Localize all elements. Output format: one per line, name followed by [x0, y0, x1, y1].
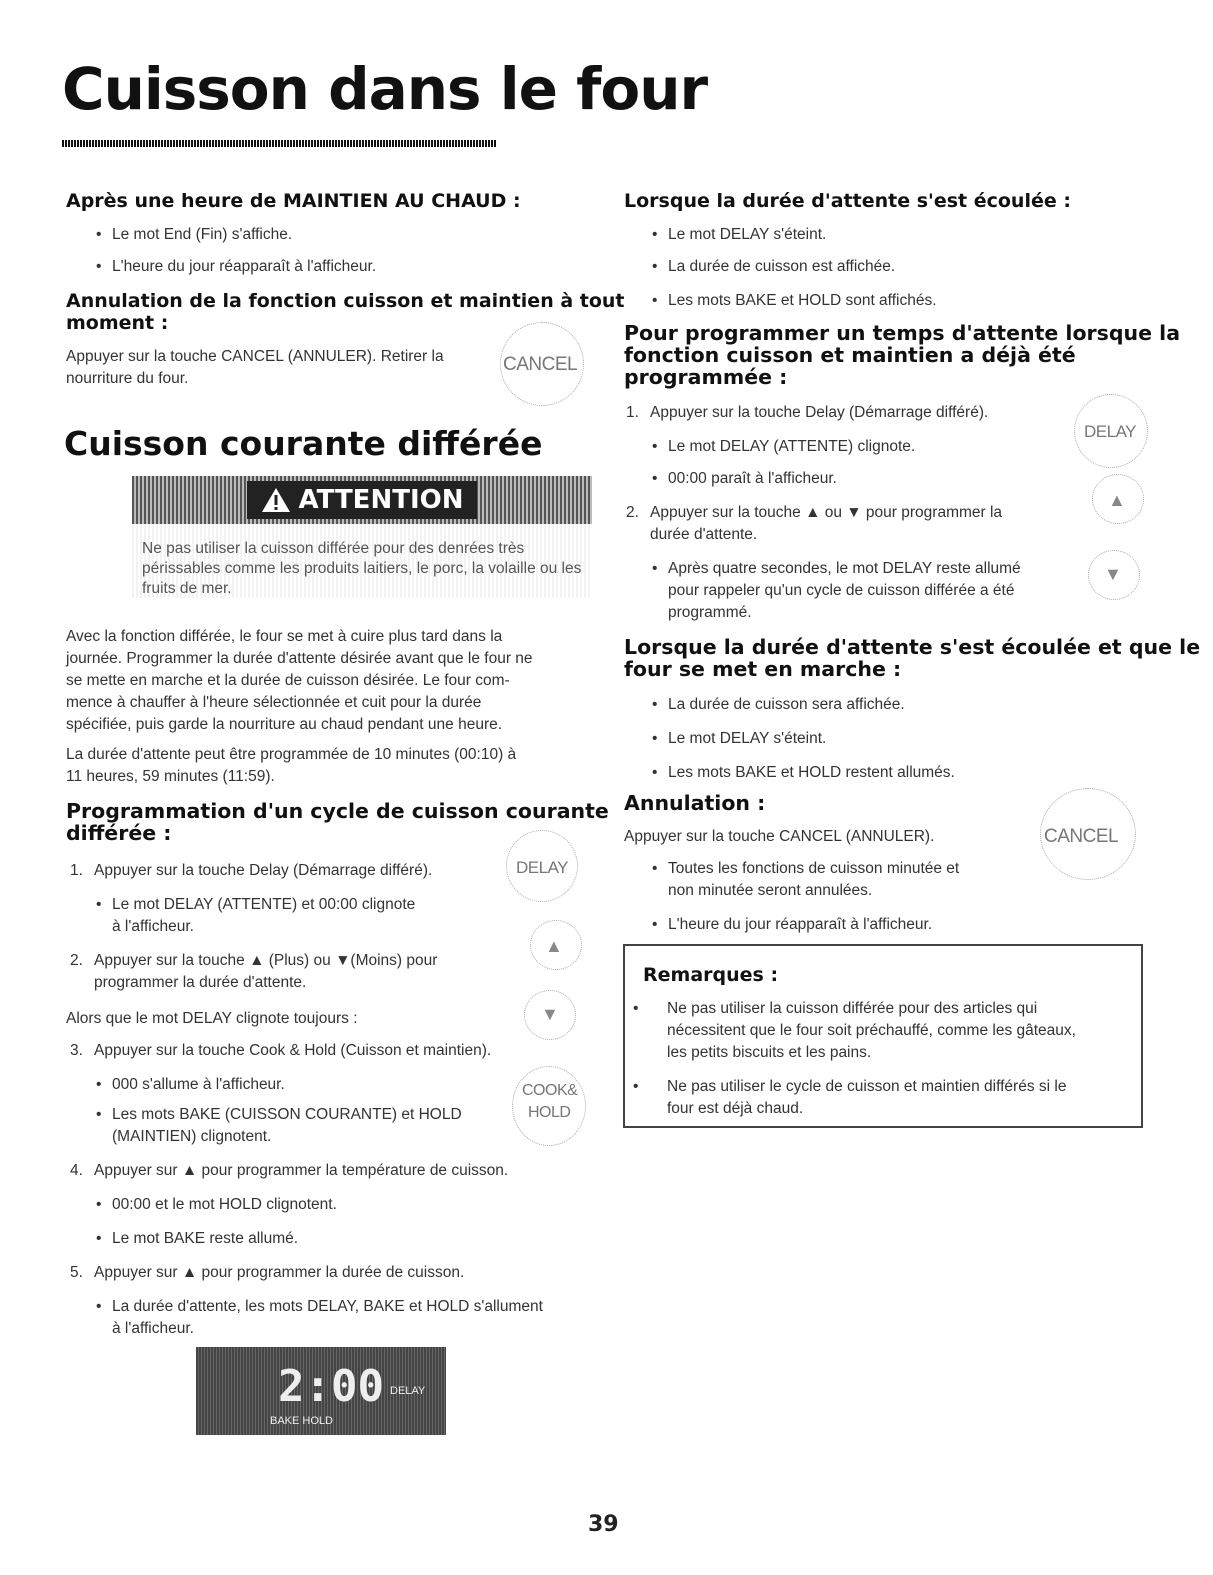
attention-label: ATTENTION: [247, 481, 478, 519]
list-item: • 00:00 et le mot HOLD clignotent.: [96, 1196, 337, 1213]
range-line: La durée d'attente peut être programmée de 10 minutes (00:10) à: [66, 746, 517, 763]
cancel-heading: Annulation de la fonction cuisson et maintien à tout: [66, 290, 625, 312]
cancel-key[interactable]: CANCEL: [503, 354, 578, 375]
delay-key[interactable]: DELAY: [516, 858, 568, 877]
r-step-1: 1. Appuyer sur la touche Delay (Démarrage différé).: [626, 404, 989, 421]
annulation-heading: Annulation :: [624, 791, 766, 815]
remarks-title: Remarques :: [643, 964, 779, 986]
programming-heading-cont: différée :: [66, 821, 172, 845]
remarks-box: [623, 944, 1143, 1128]
attention-box: [132, 524, 592, 598]
display-time: 2:00: [278, 1361, 384, 1412]
intro-line: mence à chauffer à l'heure sélectionnée et cuit pour la durée: [66, 694, 482, 711]
up-arrow-icon[interactable]: ▲: [545, 936, 563, 956]
list-item: • La durée d'attente, les mots DELAY, BAKE et HOLD s'allument: [96, 1298, 543, 1315]
display-delay-label: DELAY: [390, 1385, 426, 1397]
list-item: • La durée de cuisson est affichée.: [652, 258, 896, 275]
attention-line: Ne pas utiliser la cuisson différée pour des denrées très: [142, 540, 525, 557]
delay-key[interactable]: DELAY: [1084, 422, 1136, 441]
list-item: • La durée de cuisson sera affichée.: [652, 696, 905, 713]
list-item-cont: (MAINTIEN) clignotent.: [112, 1128, 272, 1145]
page-title: Cuisson dans le four: [62, 55, 708, 123]
range-line: 11 heures, 59 minutes (11:59).: [66, 768, 275, 785]
remark-item: • Ne pas utiliser la cuisson différée pour des articles qui: [633, 1000, 1038, 1017]
section-title: Cuisson courante différée: [64, 424, 543, 463]
start-heading-cont: four se met en marche :: [624, 657, 902, 681]
step-2-note: Alors que le mot DELAY clignote toujours :: [66, 1010, 358, 1027]
list-item: • Le mot BAKE reste allumé.: [96, 1230, 299, 1247]
cancel-text: Appuyer sur la touche CANCEL (ANNULER). Retirer la: [66, 348, 444, 365]
list-item: • Les mots BAKE et HOLD restent allumés.: [652, 764, 955, 781]
cookhold-key-line1[interactable]: COOK&: [522, 1082, 578, 1099]
intro-line: journée. Programmer la durée d'attente désirée avant que le four ne: [66, 650, 533, 667]
list-item: • Le mot End (Fin) s'affiche.: [96, 226, 293, 243]
attention-line: fruits de mer.: [142, 580, 232, 597]
intro-line: Avec la fonction différée, le four se met à cuire plus tard dans la: [66, 628, 503, 645]
warning-icon: [261, 487, 291, 513]
list-item: • L'heure du jour réapparaît à l'afficheur.: [652, 916, 933, 933]
cookhold-key-line2[interactable]: HOLD: [528, 1104, 571, 1121]
list-item: • Le mot DELAY (ATTENTE) clignote.: [652, 438, 916, 455]
cancel-text-cont: nourriture du four.: [66, 370, 189, 387]
list-item-cont: programmé.: [668, 604, 752, 621]
start-heading: Lorsque la durée d'attente s'est écoulée et que le: [624, 635, 1201, 659]
list-item: • 000 s'allume à l'afficheur.: [96, 1076, 285, 1093]
step-3: 3. Appuyer sur la touche Cook & Hold (Cuisson et maintien).: [70, 1042, 492, 1059]
down-arrow-icon[interactable]: ▼: [541, 1004, 559, 1024]
attention-line: périssables comme les produits laitiers, le porc, la volaille ou les: [142, 560, 582, 577]
after-hold-heading: Après une heure de MAINTIEN AU CHAUD :: [66, 190, 521, 212]
cancel-heading-cont: moment :: [66, 312, 169, 334]
annulation-text: Appuyer sur la touche CANCEL (ANNULER).: [624, 828, 935, 845]
list-item: • Toutes les fonctions de cuisson minutée et: [652, 860, 960, 877]
down-arrow-icon[interactable]: ▼: [1104, 564, 1122, 584]
step-2: 2. Appuyer sur la touche ▲ (Plus) ou ▼(Moins) pour: [70, 952, 438, 969]
title-underline: [62, 140, 497, 147]
list-item: • Le mot DELAY s'éteint.: [652, 730, 827, 747]
r-step-2-cont: durée d'attente.: [650, 526, 758, 543]
list-item: • Les mots BAKE (CUISSON COURANTE) et HOLD: [96, 1106, 462, 1123]
remark-item: • Ne pas utiliser le cycle de cuisson et maintien différés si le: [633, 1078, 1067, 1095]
remark-item-cont: four est déjà chaud.: [667, 1100, 804, 1117]
list-item: • Le mot DELAY (ATTENTE) et 00:00 clignote: [96, 896, 416, 913]
list-item: • L'heure du jour réapparaît à l'afficheur.: [96, 258, 377, 275]
list-item-cont: non minutée seront annulées.: [668, 882, 873, 899]
step-4: 4. Appuyer sur ▲ pour programmer la température de cuisson.: [70, 1162, 509, 1179]
prog2-heading-cont: fonction cuisson et maintien a déjà été: [624, 343, 1076, 367]
prog2-heading: Pour programmer un temps d'attente lorsque la: [624, 321, 1181, 345]
display-bakehold-label: BAKE HOLD: [270, 1415, 333, 1427]
step-1: 1. Appuyer sur la touche Delay (Démarrage différé).: [70, 862, 433, 879]
list-item-cont: pour rappeler qu'un cycle de cuisson différée a été: [668, 582, 1015, 599]
remark-item-cont: les petits biscuits et les pains.: [667, 1044, 872, 1061]
list-item-cont: à l'afficheur.: [112, 1320, 194, 1337]
elapsed-heading: Lorsque la durée d'attente s'est écoulée :: [624, 190, 1071, 212]
attention-banner: [132, 476, 592, 524]
step-5: 5. Appuyer sur ▲ pour programmer la durée de cuisson.: [70, 1264, 465, 1281]
programming-heading: Programmation d'un cycle de cuisson courante: [66, 799, 609, 823]
list-item: • Après quatre secondes, le mot DELAY reste allumé: [652, 560, 1021, 577]
list-item: • Le mot DELAY s'éteint.: [652, 226, 827, 243]
intro-line: spécifiée, puis garde la nourriture au chaud pendant une heure.: [66, 716, 503, 733]
oven-display: [196, 1347, 446, 1435]
cancel-key[interactable]: CANCEL: [1044, 826, 1119, 847]
step-2-cont: programmer la durée d'attente.: [94, 974, 307, 991]
prog2-heading-cont: programmée :: [624, 365, 788, 389]
up-arrow-icon[interactable]: ▲: [1108, 490, 1126, 510]
intro-line: se mette en marche et la durée de cuisson désirée. Le four com-: [66, 672, 510, 689]
list-item: • 00:00 paraît à l'afficheur.: [652, 470, 837, 487]
list-item-cont: à l'afficheur.: [112, 918, 194, 935]
r-step-2: 2. Appuyer sur la touche ▲ ou ▼ pour programmer la: [626, 504, 1003, 521]
remark-item-cont: nécessitent que le four soit préchauffé, comme les gâteaux,: [667, 1022, 1076, 1039]
page-number: 39: [588, 1512, 619, 1537]
list-item: • Les mots BAKE et HOLD sont affichés.: [652, 292, 937, 309]
